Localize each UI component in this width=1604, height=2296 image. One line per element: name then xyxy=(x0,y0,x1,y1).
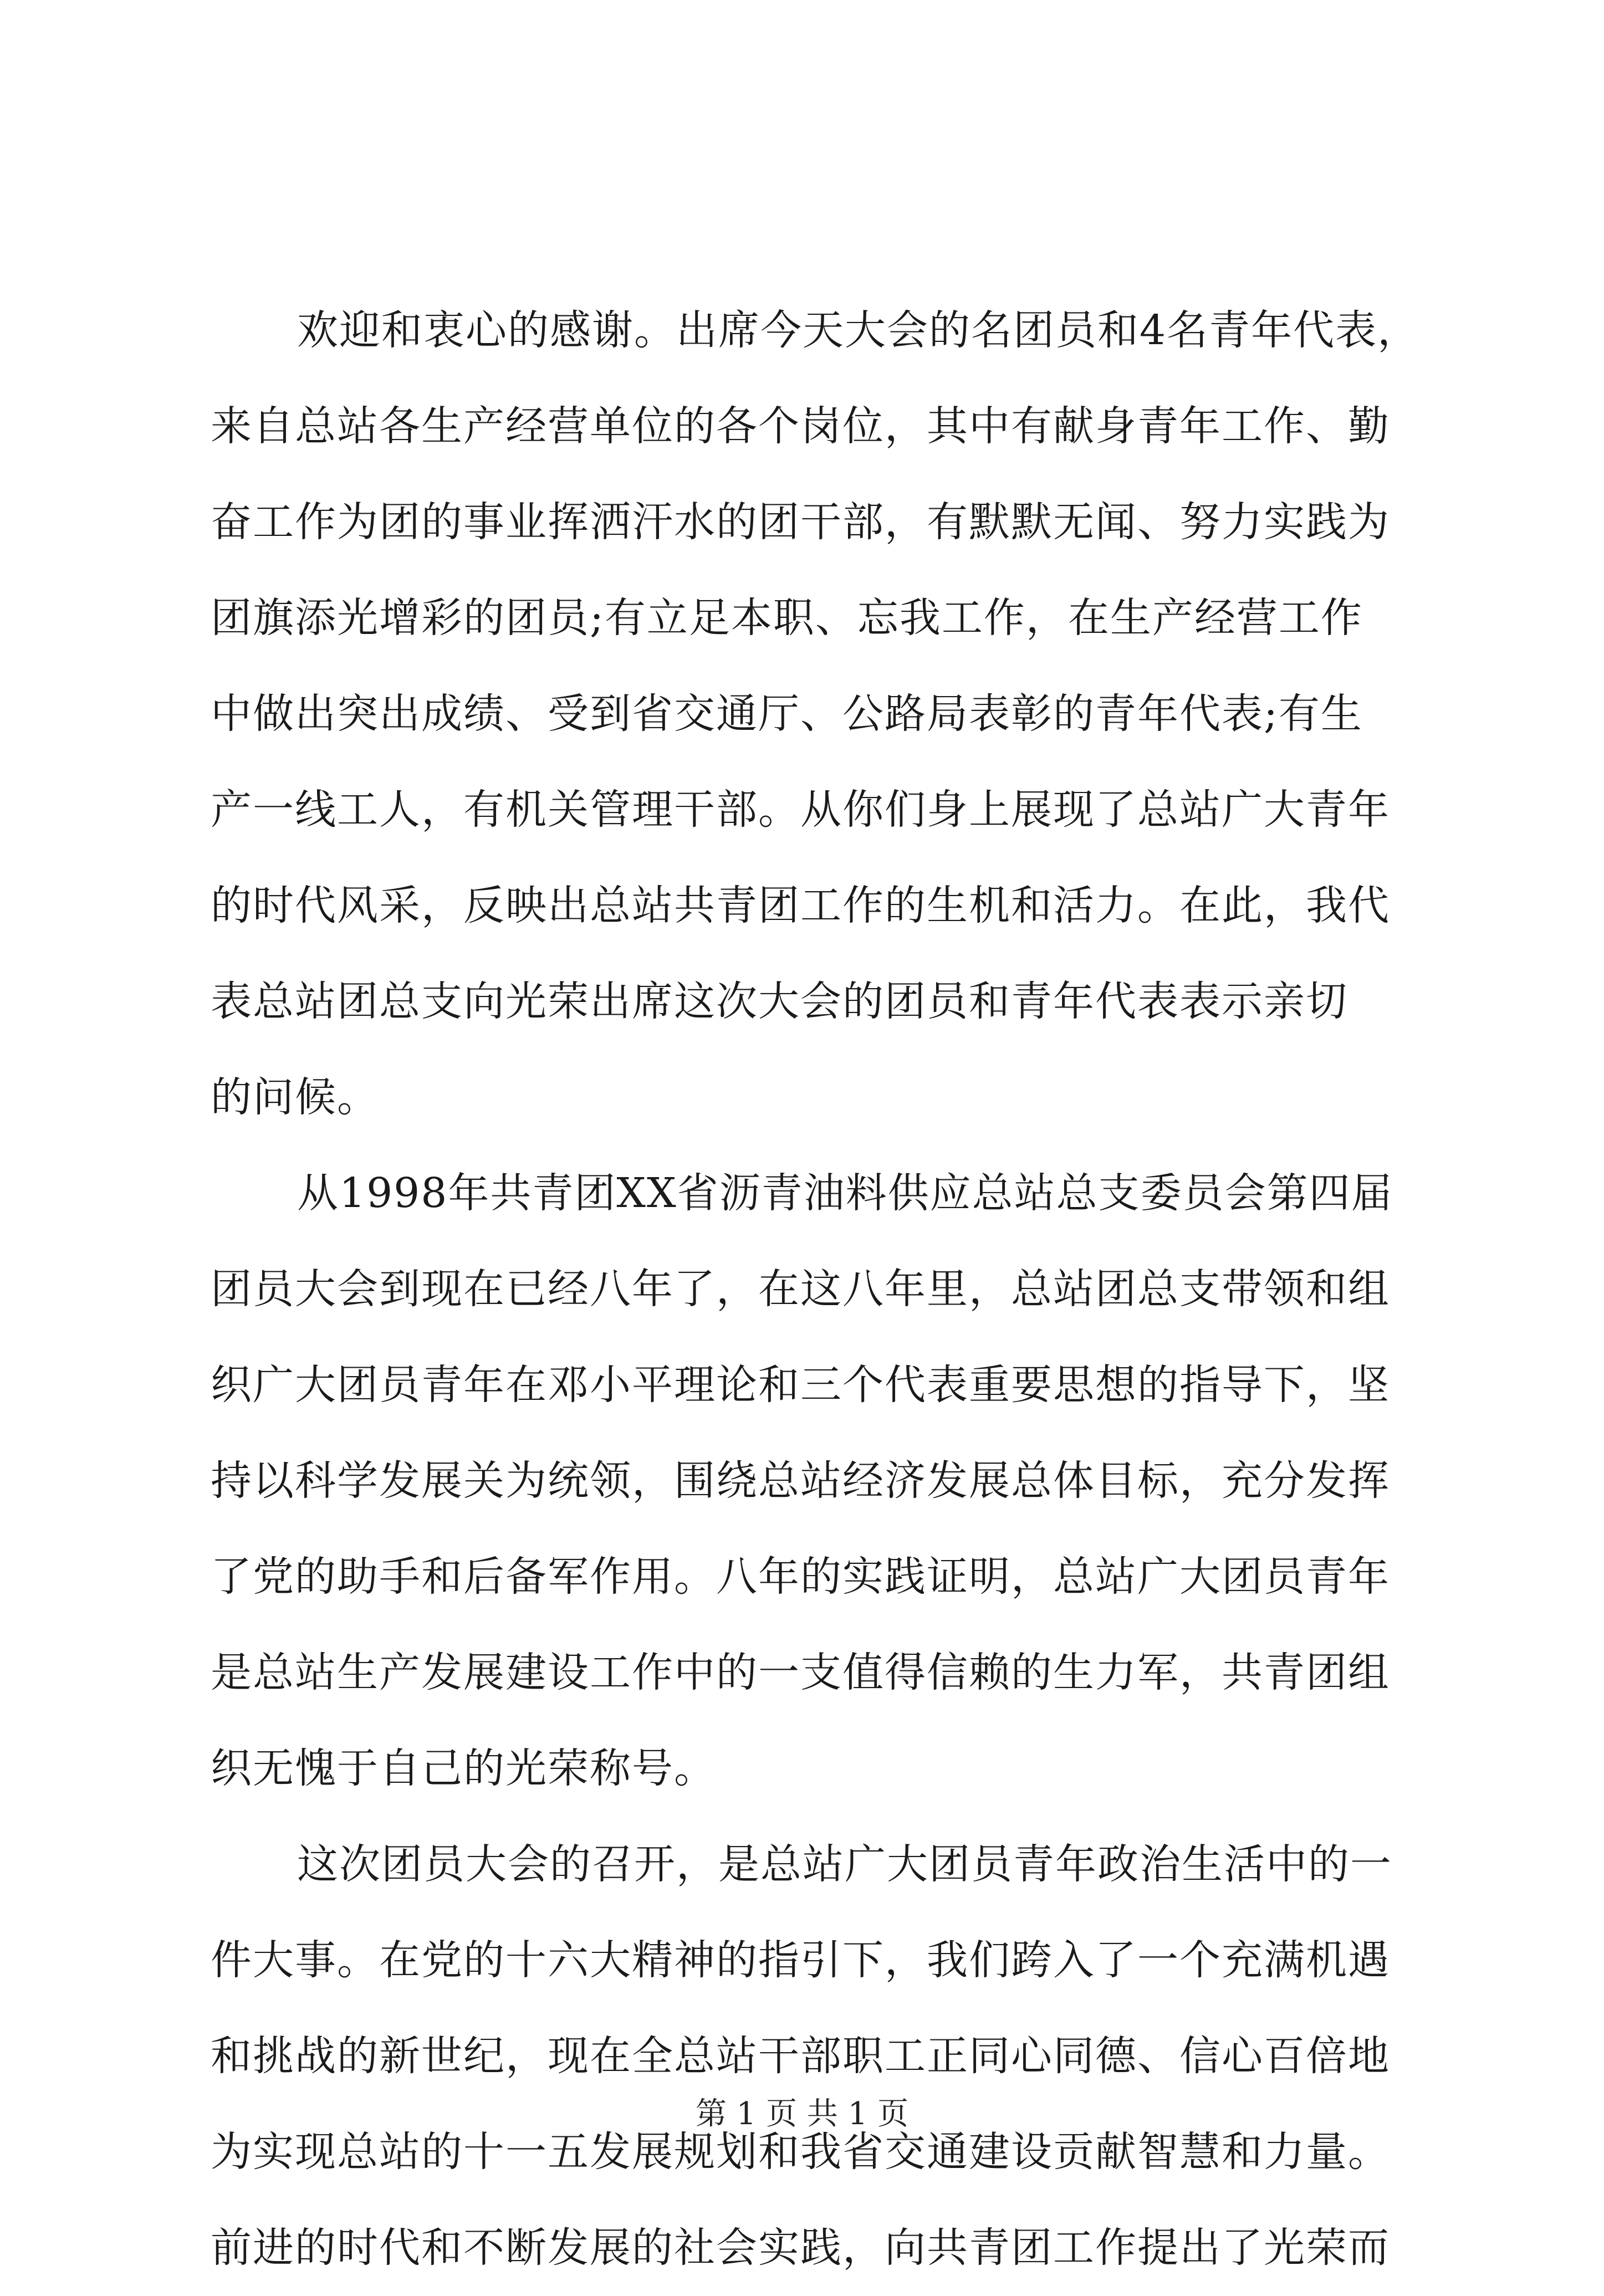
text-line: 和挑战的新世纪，现在全总站干部职工正同心同德、信心百倍地 xyxy=(211,2032,1390,2080)
text-line: 团旗添光增彩的团员;有立足本职、忘我工作，在生产经营工作 xyxy=(211,594,1363,642)
text-line: 织无愧于自己的光荣称号。 xyxy=(211,1745,716,1792)
text-line: 了党的助手和后备军作用。八年的实践证明，总站广大团员青年 xyxy=(211,1553,1390,1600)
text-line: 件大事。在党的十六大精神的指引下，我们跨入了一个充满机遇 xyxy=(211,1936,1390,1984)
text-line: 这次团员大会的召开，是总站广大团员青年政治生活中的一 xyxy=(297,1840,1392,1888)
paragraph-2 xyxy=(211,1146,1402,1817)
text-line: 团员大会到现在已经八年了，在这八年里，总站团总支带领和组 xyxy=(211,1265,1390,1313)
text-line: 欢迎和衷心的感谢。出席今天大会的名团员和4名青年代表， xyxy=(297,306,1420,354)
paragraph-3 xyxy=(211,1817,1402,2296)
text-line: 持以科学发展关为统领，围绕总站经济发展总体目标，充分发挥 xyxy=(211,1457,1390,1505)
document-body xyxy=(211,283,1420,2296)
page-footer xyxy=(0,2092,1604,2136)
text-line: 中做出突出成绩、受到省交通厅、公路局表彰的青年代表;有生 xyxy=(211,690,1363,738)
text-line: 前进的时代和不断发展的社会实践，向共青团工作提出了光荣而 xyxy=(211,2224,1390,2272)
paragraph-1 xyxy=(211,283,1420,1146)
text-line: 的问候。 xyxy=(211,1073,379,1121)
text-line: 从1998年共青团XX省沥青油料供应总站总支委员会第四届 xyxy=(297,1169,1393,1217)
text-line: 为实现总站的十一五发展规划和我省交通建设贡献智慧和力量。 xyxy=(211,2128,1390,2176)
text-line: 是总站生产发展建设工作中的一支值得信赖的生力军，共青团组 xyxy=(211,1649,1390,1696)
text-line: 产一线工人，有机关管理干部。从你们身上展现了总站广大青年 xyxy=(211,786,1390,833)
page-number: 第 1 页 共 1 页 xyxy=(695,2096,909,2132)
text-line: 奋工作为团的事业挥洒汗水的团干部，有默默无闻、努力实践为 xyxy=(211,498,1390,546)
text-line: 的时代风采，反映出总站共青团工作的生机和活力。在此，我代 xyxy=(211,882,1390,929)
text-line: 织广大团员青年在邓小平理论和三个代表重要思想的指导下，坚 xyxy=(211,1361,1390,1409)
text-line: 来自总站各生产经营单位的各个岗位，其中有献身青年工作、勤 xyxy=(211,402,1390,450)
text-line: 表总站团总支向光荣出席这次大会的团员和青年代表表示亲切 xyxy=(211,978,1348,1025)
